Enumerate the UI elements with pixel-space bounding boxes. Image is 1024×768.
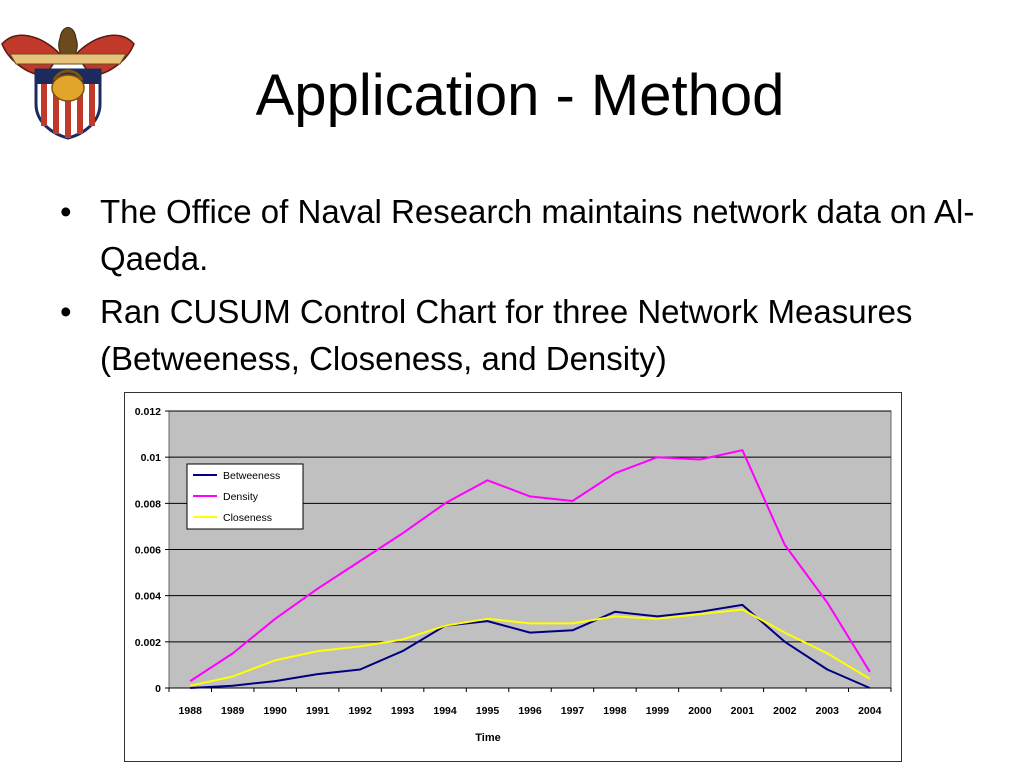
x-tick-label: 1991 (305, 705, 330, 717)
x-axis-label: Time (475, 732, 501, 744)
x-tick-label: 1992 (348, 705, 372, 717)
athena-helmet-icon (52, 75, 84, 101)
bullet-item (58, 288, 998, 382)
y-tick-label: 0.002 (134, 636, 161, 649)
y-tick-label: 0.008 (134, 498, 161, 511)
x-tick-label: 1993 (390, 705, 415, 717)
bullet-dot: • (60, 293, 72, 330)
x-tick-label: 1997 (560, 705, 585, 717)
bullet-list (58, 188, 998, 388)
bullet-text: The Office of Naval Research maintains network data on Al-Qaeda. (100, 193, 975, 277)
legend-label: Closeness (223, 512, 273, 524)
x-tick-label: 2003 (815, 705, 839, 717)
x-tick-label: 2004 (858, 705, 882, 717)
x-tick-label: 2000 (688, 705, 712, 717)
y-tick-label: 0 (155, 683, 161, 695)
x-tick-label: 1999 (645, 705, 670, 717)
slide-title: Application - Method (255, 63, 785, 128)
bullet-dot: • (60, 193, 72, 230)
x-tick-label: 1995 (475, 705, 500, 717)
x-tick-label: 1996 (518, 705, 542, 717)
x-tick-label: 1994 (433, 705, 457, 717)
x-tick-label: 1988 (178, 705, 202, 717)
x-tick-label: 1998 (603, 705, 627, 717)
x-tick-label: 2001 (730, 705, 755, 717)
y-tick-label: 0.006 (134, 544, 161, 557)
legend-label: Density (223, 491, 259, 503)
x-tick-label: 1990 (263, 705, 287, 717)
y-tick-label: 0.012 (134, 406, 161, 418)
x-tick-label: 1989 (221, 705, 245, 717)
x-tick-label: 2002 (773, 705, 797, 717)
chart-container (124, 392, 902, 762)
y-tick-label: 0.004 (134, 590, 161, 603)
bullet-item (58, 188, 998, 282)
line-chart (125, 393, 901, 761)
bullet-text: Ran CUSUM Control Chart for three Network Measures (Betweeness, Closeness, and Density) (100, 293, 913, 377)
y-tick-label: 0.01 (140, 452, 161, 465)
legend-label: Betweeness (223, 470, 281, 482)
west-point-crest-logo (0, 14, 136, 140)
crest-banner-icon (10, 54, 126, 64)
